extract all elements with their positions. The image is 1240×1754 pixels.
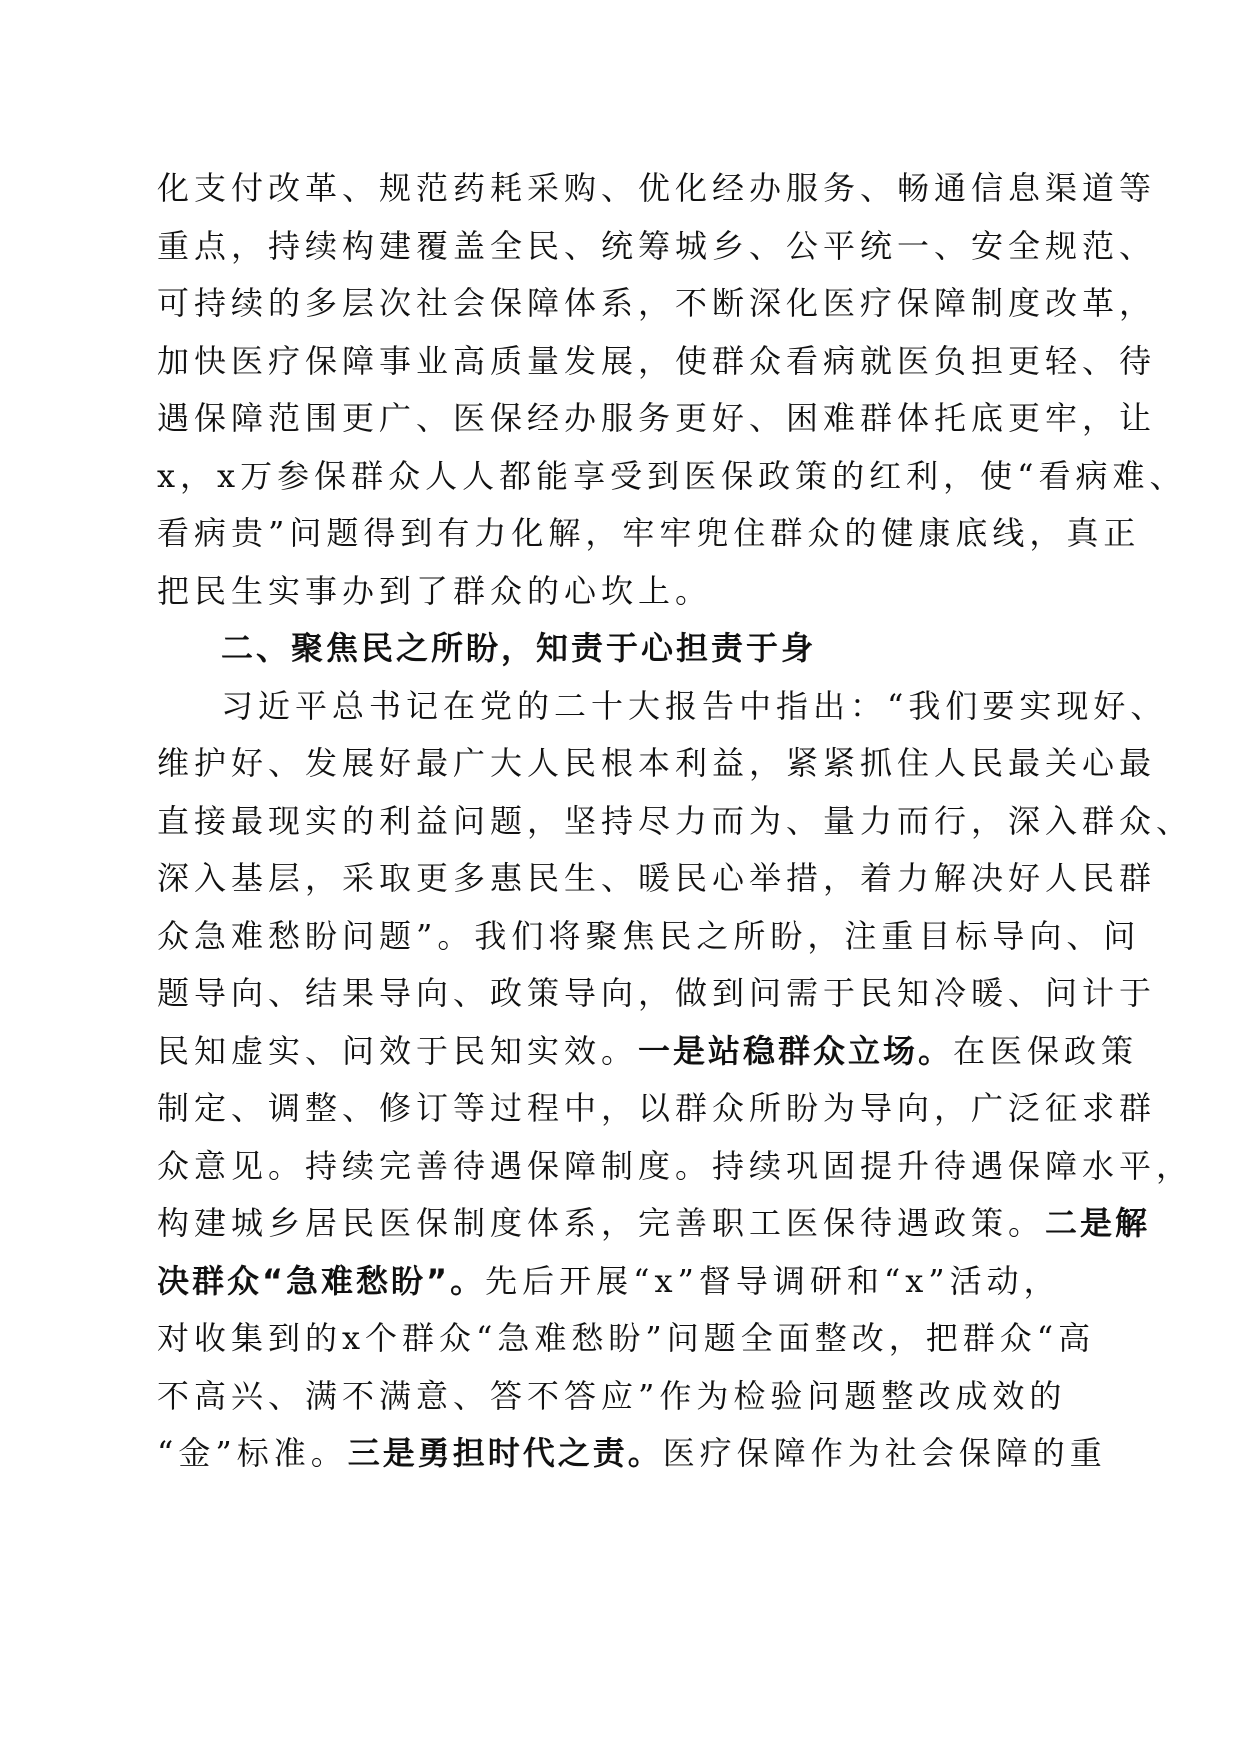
text-segment: 众急难愁盼问题”。我们将聚焦民之所盼，注重目标导向、问 xyxy=(157,917,1141,955)
text-line xyxy=(157,916,1141,956)
bold-key-point: 三是勇担时代之责。 xyxy=(347,1434,663,1472)
text-line xyxy=(157,1433,1107,1473)
text-segment: 制定、调整、修订等过程中，以群众所盼为导向，广泛征求群 xyxy=(157,1089,1157,1127)
text-segment: 化支付改革、规范药耗采购、优化经办服务、畅通信息渠道等 xyxy=(157,169,1157,207)
text-segment: 对收集到的x个群众“急难愁盼”问题全面整改，把群众“高 xyxy=(157,1319,1096,1357)
bold-key-point: 决群众“急难愁盼”。 xyxy=(157,1262,486,1300)
text-line xyxy=(157,1318,1096,1358)
text-segment: 不高兴、满不满意、答不答应”作为检验问题整改成效的 xyxy=(157,1377,1067,1415)
bold-key-point: 二是解 xyxy=(1045,1204,1151,1242)
bold-key-point: 一是站稳群众立场。 xyxy=(638,1032,954,1070)
text-line xyxy=(157,398,1157,438)
text-segment: 维护好、发展好最广大人民根本利益，紧紧抓住人民最关心最 xyxy=(157,744,1157,782)
text-line xyxy=(157,1031,1139,1071)
text-segment: x，x万参保群众人人都能享受到医保政策的红利，使“看病难、 xyxy=(157,457,1187,495)
text-line xyxy=(157,513,1141,553)
text-line xyxy=(157,801,1194,841)
text-line xyxy=(157,1203,1151,1243)
text-segment: 直接最现实的利益问题，坚持尽力而为、量力而行，深入群众、 xyxy=(157,802,1194,840)
text-segment: “金”标准。 xyxy=(157,1434,348,1472)
text-line xyxy=(157,1088,1157,1128)
text-line xyxy=(157,858,1157,898)
text-segment: 看病贵”问题得到有力化解，牢牢兜住群众的健康底线，真正 xyxy=(157,514,1141,552)
text-segment: 民知虚实、问效于民知实效。 xyxy=(157,1032,639,1070)
text-segment: 医疗保障作为社会保障的重 xyxy=(662,1434,1107,1472)
paragraph-first-line xyxy=(221,686,1168,726)
text-line xyxy=(157,743,1157,783)
text-line xyxy=(157,168,1157,208)
text-segment: 重点，持续构建覆盖全民、统筹城乡、公平统一、安全规范、 xyxy=(157,227,1157,265)
text-line xyxy=(157,1376,1087,1416)
heading-text: 二、聚焦民之所盼，知责于心担责于身 xyxy=(221,629,817,667)
text-line xyxy=(157,1261,1087,1301)
text-line xyxy=(157,456,1187,496)
text-segment: 众意见。持续完善待遇保障制度。持续巩固提升待遇保障水平， xyxy=(157,1147,1194,1185)
text-segment: 加快医疗保障事业高质量发展，使群众看病就医负担更轻、待 xyxy=(157,342,1157,380)
section-heading xyxy=(221,628,1151,668)
text-segment: 题导向、结果导向、政策导向，做到问需于民知冷暖、问计于 xyxy=(157,974,1157,1012)
text-line xyxy=(157,341,1157,381)
text-segment: 习近平总书记在党的二十大报告中指出：“我们要实现好、 xyxy=(221,687,1168,725)
text-segment: 把民生实事办到了群众的心坎上。 xyxy=(157,572,713,610)
text-segment: 在医保政策 xyxy=(953,1032,1139,1070)
text-line xyxy=(157,571,1087,611)
text-line xyxy=(157,283,1157,323)
text-segment: 先后开展“x”督导调研和“x”活动， xyxy=(485,1262,1061,1300)
text-line xyxy=(157,226,1157,266)
text-segment: 深入基层，采取更多惠民生、暖民心举措，着力解决好人民群 xyxy=(157,859,1157,897)
text-segment: 遇保障范围更广、医保经办服务更好、困难群体托底更牢，让 xyxy=(157,399,1157,437)
text-line xyxy=(157,1146,1194,1186)
text-segment: 可持续的多层次社会保障体系，不断深化医疗保障制度改革， xyxy=(157,284,1157,322)
text-segment: 构建城乡居民医保制度体系，完善职工医保待遇政策。 xyxy=(157,1204,1046,1242)
text-line xyxy=(157,973,1157,1013)
